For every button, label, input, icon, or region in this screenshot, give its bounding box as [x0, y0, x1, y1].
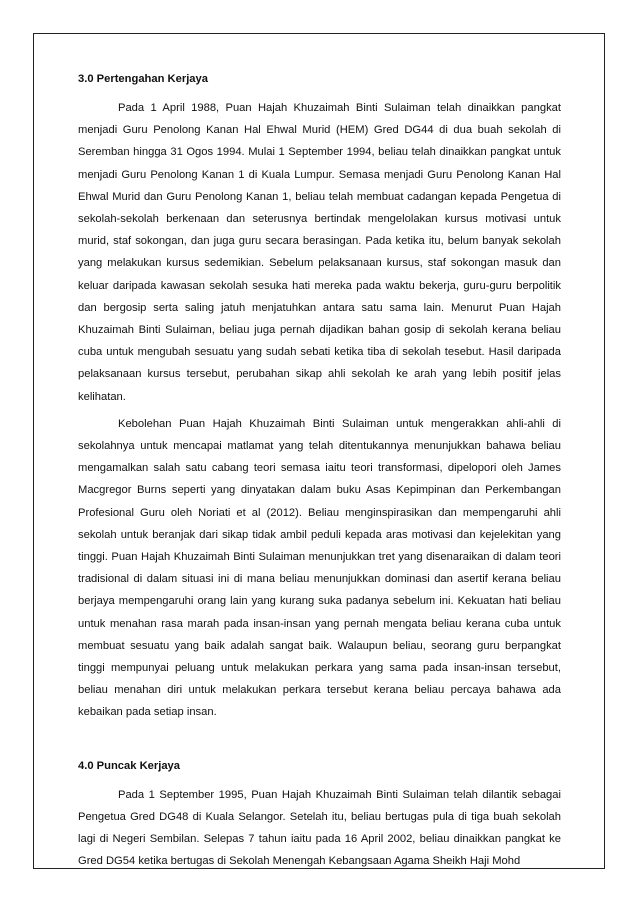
section-3-heading: 3.0 Pertengahan Kerjaya: [78, 73, 208, 85]
section-4-paragraph-1: Pada 1 September 1995, Puan Hajah Khuzaimah Binti Sulaiman telah dilantik sebagai Pengetua Gred DG48 di Kuala Selangor. Setelah itu, beliau bertugas pula di tiga buah sekolah lagi di Negeri Sembilan. Selepas 7 tahun iaitu pada 16 April 2002, beliau dinaikkan pangkat ke Gred DG54 ketika bertugas di Sekolah Menengah Kebangsaan Agama Sheikh Haji Mohd: [78, 788, 561, 868]
section-3-paragraph-1: Pada 1 April 1988, Puan Hajah Khuzaimah Binti Sulaiman telah dinaikkan pangkat menjadi Guru Penolong Kanan Hal Ehwal Murid (HEM) Gred DG44 di dua buah sekolah di Seremban hingga 31 Ogos 1994. Mulai 1 September 1994, beliau telah dinaikkan pangkat untuk menjadi Guru Penolong Kanan 1 di Kuala Lumpur. Semasa menjadi Guru Penolong Kanan Hal Ehwal Murid dan Guru Penolong Kanan 1, beliau telah membuat cadangan kepada Pengetua di sekolah-sekolah berkenaan dan seterusnya bertindak mengelolakan kursus motivasi untuk murid, staf sokongan, dan juga guru secara berasingan. Pada ketika itu, belum banyak sekolah yang melakukan kursus sedemikian. Sebelum pelaksanaan kursus, staf sokongan masuk dan keluar daripada kawasan sekolah sesuka hati mereka pada waktu bekerja, guru-guru berpolitik dan bergosip serta saling jatuh menjatuhkan antara satu sama lain. Menurut Puan Hajah Khuzaimah Binti Sulaiman, beliau juga pernah dijadikan bahan gosip di sekolah kerana beliau cuba untuk mengubah sesuatu yang sudah sebati ketika tiba di sekolah tesebut. Hasil daripada pelaksanaan kursus tersebut, perubahan sikap ahli sekolah ke arah yang lebih positif jelas kelihatan.: [78, 102, 561, 403]
section-4-heading: 4.0 Puncak Kerjaya: [78, 759, 180, 772]
document-body: [78, 71, 561, 873]
section-3-paragraph-2: Kebolehan Puan Hajah Khuzaimah Binti Sulaiman untuk mengerakkan ahli-ahli di sekolahnya untuk mencapai matlamat yang telah ditentukannya menunjukkan bahawa beliau mengamalkan salah satu cabang teori semasa iaitu teori transformasi, dipelopori oleh James Macgregor Burns seperti yang dinyatakan dalam buku Asas Kepimpinan dan Perkembangan Profesional Guru oleh Noriati et al (2012). Beliau menginspirasikan dan mempengaruhi ahli sekolah untuk beranjak dari sikap tidak ambil peduli kepada aras motivasi dan kejelekitan yang tinggi. Puan Hajah Khuzaimah Binti Sulaiman menunjukkan tret yang disenaraikan di dalam teori tradisional di dalam situasi ini di mana beliau menunjukkan dominasi dan asertif kerana beliau berjaya mempengaruhi orang lain yang kurang suka padanya sebelum ini. Kekuatan hati beliau untuk menahan rasa marah pada insan-insan yang pernah mengata beliau kerana cuba untuk membuat sesuatu yang baik adalah sangat baik. Walaupun beliau, seorang guru berpangkat tinggi mempunyai peluang untuk melakukan perkara yang sama pada insan-insan tersebut, beliau menahan diri untuk melakukan perkara tersebut kerana beliau percaya bahawa ada kebaikan pada setiap insan.: [78, 417, 561, 719]
